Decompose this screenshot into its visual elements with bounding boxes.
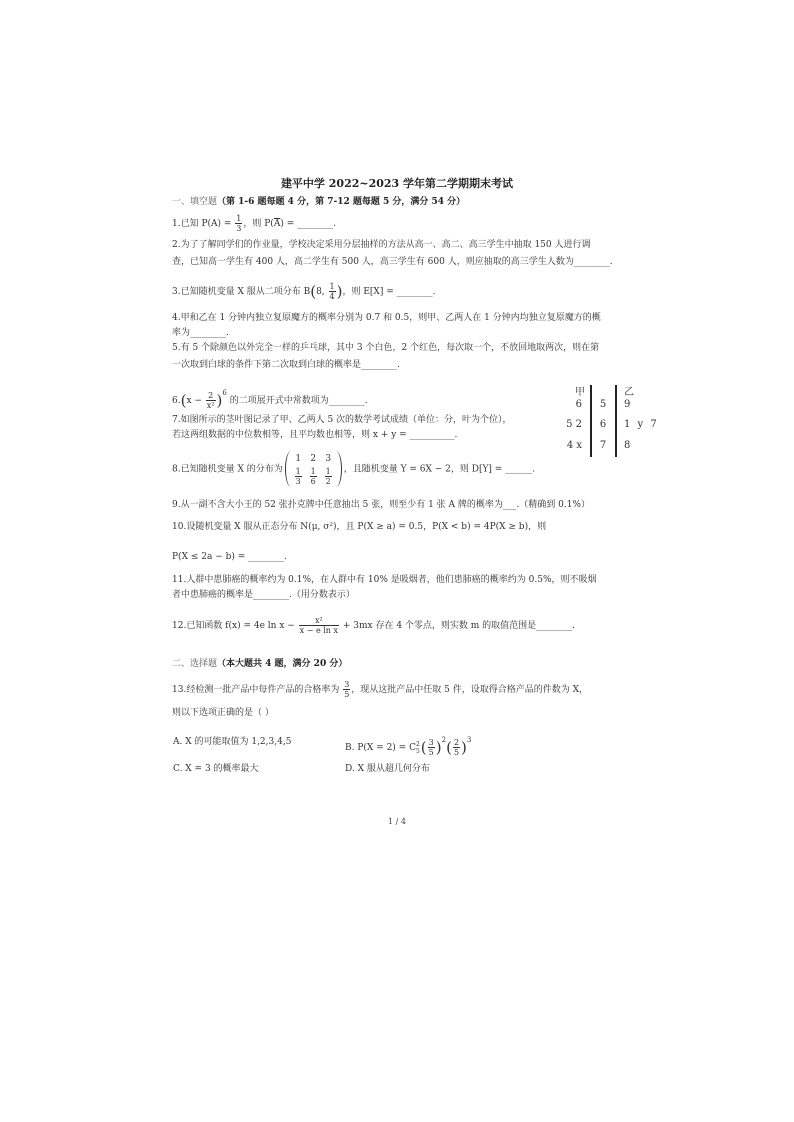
option-a: A. X 的可能取值为 1,2,3,4,5 <box>173 737 292 747</box>
stem-leaf-header-left: 甲 <box>575 387 585 398</box>
stem-leaf-row-2-stem: 6 <box>599 419 607 430</box>
section1-heading <box>172 196 465 208</box>
question-11-line-1: 11.人群中患肺癌的概率约为 0.1%，在人群中有 10% 是吸烟者，他们患肺癌的概率约为 0.5%，则不吸烟 <box>172 575 597 585</box>
q1-mid: ，则 P( <box>243 219 274 229</box>
question-13 <box>172 680 588 699</box>
stem-leaf-row-3-stem: 7 <box>599 440 607 451</box>
q8-tail: ，且随机变量 Y = 6X − 2，则 D[Y] = ______. <box>343 464 536 475</box>
question-7-line-1: 7.如图所示的茎叶图记录了甲、乙两人 5 次的数学考试成绩（单位：分，叶为个位）， <box>172 415 512 425</box>
question-4-line-1: 4.甲和乙在 1 分钟内独立复原魔方的概率分别为 0.7 和 0.5，则甲、乙两人在 1 分钟内均独立复原魔方的概 <box>172 313 601 323</box>
option-c: C. X = 3 的概率最大 <box>173 764 259 774</box>
option-b-open-paren-1: ( <box>420 738 427 757</box>
section2-heading <box>172 658 347 670</box>
section2-label: 二、选择题 <box>172 659 218 669</box>
question-11-line-2: 者中患肺癌的概率是________.（用分数表示） <box>172 590 355 600</box>
option-b-exponent-1: 2 <box>441 736 447 744</box>
question-13-line-2: 则以下选项正确的是（ ） <box>172 708 274 718</box>
q6-numerator: 2 <box>206 391 216 401</box>
option-b-close-paren-1: ) <box>435 738 442 757</box>
q8-lead: 8.已知随机变量 X 的分布为 <box>172 464 283 475</box>
option-b <box>345 734 471 757</box>
stem-leaf-plot <box>558 383 668 459</box>
q1-numerator: 1 <box>236 214 242 223</box>
q3-arg: 8, <box>316 287 328 297</box>
stem-leaf-row-2-left: 5 2 <box>566 419 582 430</box>
q3-lead: 3.已知随机变量 X 服从二项分布 B <box>172 287 311 297</box>
q6-exponent: 6 <box>222 389 227 397</box>
q8-values-row <box>291 452 336 467</box>
option-b-c-sub: 5 <box>415 747 420 755</box>
q8-prob-numerator: 1 <box>295 467 301 476</box>
q8-value: 3 <box>325 454 332 464</box>
section1-note: （第 1-6 题每题 4 分，第 7-12 题每题 5 分，满分 54 分） <box>217 197 466 207</box>
q3-fraction <box>329 282 336 301</box>
q3-numerator: 1 <box>329 282 335 291</box>
option-b-c-sup: 2 <box>415 740 420 748</box>
q12-tail: + 3mx 存在 4 个零点，则实数 m 的取值范围是________. <box>340 621 576 631</box>
q8-prob <box>325 467 332 486</box>
question-5-line-2: 一次取到白球的条件下第二次取到白球的概率是________. <box>172 360 400 370</box>
question-8 <box>172 451 535 487</box>
option-b-f1-denominator: 5 <box>428 748 434 757</box>
q12-numerator: x² <box>299 616 339 626</box>
q3-open-paren: ( <box>310 282 317 301</box>
q3-close-paren: ) <box>336 282 343 301</box>
option-b-open-paren-2: ( <box>446 738 452 757</box>
q8-prob <box>295 467 302 486</box>
page-number: 1 / 4 <box>388 817 406 826</box>
q12-fraction <box>299 616 339 635</box>
question-7-line-2: 若这两组数据的中位数相等，且平均数也相等，则 x + y = __________. <box>172 430 458 440</box>
q8-prob-denominator: 3 <box>295 477 301 486</box>
q13-lead: 13.经检测一批产品中每件产品的合格率为 <box>172 685 343 695</box>
question-5-line-1: 5.有 5 个除颜色以外完全一样的乒乓球，其中 3 个白色，2 个红色，每次取一个，不放回地取两次，则在第 <box>172 343 600 353</box>
q1-complement-event: $\overline{A}$ <box>273 219 281 229</box>
question-3 <box>172 282 435 301</box>
q12-lead: 12.已知函数 f(x) = 4e ln x − <box>172 621 298 631</box>
option-b-close-paren-2: ) <box>461 738 467 757</box>
option-b-fraction-2 <box>453 738 460 757</box>
section1-label: 一、填空题 <box>172 197 218 207</box>
q1-fraction <box>235 214 242 233</box>
q1-lead: 1.已知 P(A) = <box>172 219 235 229</box>
q3-tail: ，则 E[X] = ________. <box>342 287 436 297</box>
q8-prob-denominator: 2 <box>325 477 331 486</box>
option-b-fraction-1 <box>428 738 435 757</box>
question-1 <box>172 214 336 233</box>
q3-denominator: 4 <box>329 292 335 301</box>
question-4-line-2: 率为________. <box>172 328 229 338</box>
question-10-line-2: P(X ≤ 2a − b) = ________. <box>172 552 287 562</box>
option-b-combination-indices <box>416 741 420 755</box>
q6-lead: 6. <box>172 396 181 406</box>
q6-close-paren: ) <box>216 391 223 410</box>
q13-tail: ，现从这批产品中任取 5 件，设取得合格产品的件数为 X， <box>351 685 588 695</box>
stem-leaf-row-1-stem: 5 <box>599 399 607 410</box>
stem-leaf-row-3-left: 4 x <box>566 440 582 451</box>
section2-note: （本大题共 4 题，满分 20 分） <box>217 659 348 669</box>
option-b-lead: B. P(X = 2) = C <box>345 743 416 753</box>
stem-leaf-row-2-right: 1 y 7 <box>624 419 657 430</box>
stem-leaf-row-1-right: 9 <box>624 399 631 410</box>
question-10-line-1: 10.设随机变量 X 服从正态分布 N(μ, σ²)，且 P(X ≥ a) = 0.5，P(X < b) = 4P(X ≥ b)，则 <box>172 522 547 532</box>
q8-probs-row <box>291 467 336 486</box>
option-b-f2-denominator: 5 <box>453 748 460 757</box>
question-2-line-1: 2.为了了解同学们的作业量，学校决定采用分层抽样的方法从高一、高二、高三学生中抽取 150 人进行调 <box>172 240 591 250</box>
q6-tail: 的二项展开式中常数项为________. <box>226 396 368 406</box>
q8-value: 1 <box>295 454 302 464</box>
q6-term: x − <box>186 396 205 406</box>
option-d: D. X 服从超几何分布 <box>345 764 430 774</box>
q8-prob-denominator: 6 <box>310 477 316 486</box>
q13-denominator: 5 <box>344 690 350 699</box>
q13-fraction <box>343 680 350 699</box>
q8-value: 2 <box>310 454 317 464</box>
stem-leaf-header-right: 乙 <box>624 387 634 398</box>
q1-denominator: 3 <box>236 224 242 233</box>
q8-prob-numerator: 1 <box>325 467 331 476</box>
q8-prob <box>310 467 317 486</box>
stem-leaf-divider-right <box>615 385 617 457</box>
q6-fraction <box>206 391 216 410</box>
stem-leaf-divider-left <box>590 385 592 457</box>
stem-leaf-row-1-left: 6 <box>575 399 582 410</box>
question-6 <box>172 387 368 410</box>
question-2-line-2: 查，已知高一学生有 400 人，高二学生有 500 人，高三学生有 600 人，则应抽取的高三学生人数为________. <box>172 257 613 267</box>
option-b-f2-numerator: 2 <box>453 738 460 747</box>
question-9: 9.从一副不含大小王的 52 张扑克牌中任意抽出 5 张，则至少有 1 张 A 牌的概率为___.（精确到 0.1%） <box>172 500 590 510</box>
q8-distribution-table <box>285 451 342 487</box>
q13-numerator: 3 <box>344 680 350 689</box>
option-b-f1-numerator: 3 <box>428 738 434 747</box>
exam-title: 建平中学 2022~2023 学年第二学期期末考试 <box>280 177 514 190</box>
q12-denominator: x − e ln x <box>299 626 338 635</box>
q1-tail: ) = ________. <box>280 219 336 229</box>
q6-open-paren: ( <box>180 391 187 410</box>
question-12 <box>172 616 575 635</box>
option-b-exponent-2: 3 <box>466 736 472 744</box>
stem-leaf-row-3-right: 8 <box>624 440 631 451</box>
q8-prob-numerator: 1 <box>310 467 316 476</box>
q6-denominator: x² <box>206 401 215 410</box>
